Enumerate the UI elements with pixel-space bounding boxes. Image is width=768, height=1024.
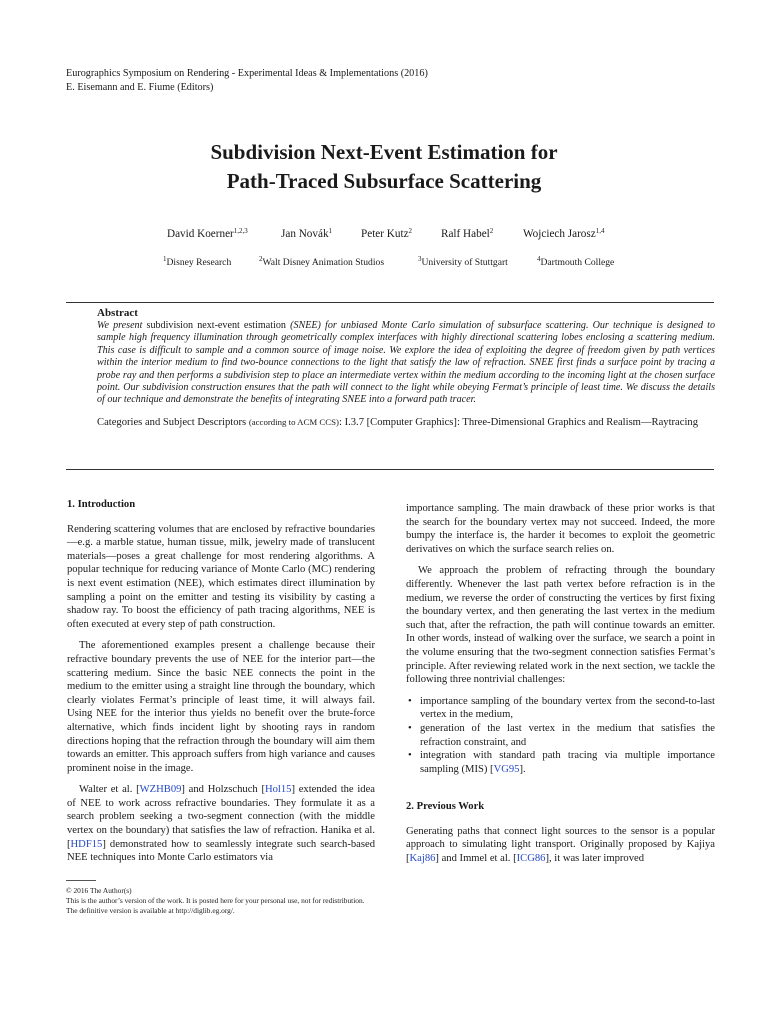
footnote bbox=[66, 886, 376, 916]
abstract-snee-term: subdivision next-event estimation bbox=[146, 320, 291, 331]
author-5 bbox=[523, 228, 604, 240]
affiliation-sup: 4 bbox=[537, 255, 541, 263]
author-sup: 1,2,3 bbox=[233, 227, 248, 235]
citation-link[interactable]: Kaj86 bbox=[409, 853, 436, 865]
left-column bbox=[67, 498, 375, 873]
title-line-2: Path-Traced Subsurface Scattering bbox=[226, 169, 542, 193]
text: Walter et al. [ bbox=[79, 784, 140, 796]
abstract bbox=[97, 307, 715, 429]
author-sup: 1,4 bbox=[595, 227, 605, 235]
abstract-heading: Abstract bbox=[97, 307, 138, 319]
categories-small: (according to ACM CCS) bbox=[248, 416, 339, 427]
affiliation-name: University of Stuttgart bbox=[421, 257, 508, 268]
author-2 bbox=[281, 228, 332, 240]
author-name: Peter Kutz bbox=[361, 228, 409, 240]
affiliation-sup: 1 bbox=[163, 255, 167, 263]
citation-link[interactable]: ICG86 bbox=[516, 853, 546, 865]
author-name: Wojciech Jarosz bbox=[523, 228, 596, 240]
citation-link[interactable]: VG95 bbox=[493, 763, 520, 775]
abstract-lead: We present bbox=[97, 320, 147, 331]
venue-header bbox=[66, 67, 428, 95]
author-4 bbox=[441, 228, 493, 240]
venue-line-2: E. Eisemann and E. Fiume (Editors) bbox=[66, 82, 214, 93]
author-sup: 1 bbox=[328, 227, 333, 235]
abstract-bottom-rule bbox=[66, 469, 714, 470]
text: ] extended the idea of NEE to work across refractive boundaries. They formulate it as a search problem seeking a two-segment connection (with the middle vertex on the boundary) that satisfies the law of refraction. Hanika et al. [ bbox=[67, 784, 376, 850]
affiliation-sup: 3 bbox=[418, 255, 422, 263]
affiliation-4 bbox=[537, 257, 614, 268]
intro-paragraph-2: The aforementioned examples present a challenge because their refractive boundary prevents the use of NEE for the interior part—the scattering medium. Since the basic NEE connects the point in the medium to the emitter using a straight line through the boundary, which clearly violates Fermat’s principle of least time, it will always fail. Using NEE for the interior thus yields no benefit over the brute-force alternative, which finds incident light by shooting rays in random directions hoping that the refraction through the boundary will aim them towards an emitter. This approach suffers from high variance and causes prominent noise in the image. bbox=[67, 640, 375, 774]
footnote-rule bbox=[66, 880, 96, 881]
list-item: • generation of the last vertex in the medium that satisfies the refraction constraint, and bbox=[406, 722, 715, 749]
categories-label: Categories and Subject Descriptors bbox=[97, 416, 249, 428]
text: ]. bbox=[519, 763, 526, 775]
citation-link[interactable]: WZHB09 bbox=[139, 784, 182, 796]
author-sup: 2 bbox=[489, 227, 494, 235]
author-1 bbox=[167, 228, 248, 240]
intro-paragraph-5: We approach the problem of refracting through the boundary differently. Whenever the last path vertex before refraction is in the medium, we reverse the order of constructing the vertices by first fixing the boundary vertex, and then generating the last vertex in the medium such that, after the refraction, the path will continue towards an emitter. In other words, instead of walking over the surface, we search a point in the volume ensuring that the two-segment connection satisfies Fermat’s principle. After reviewing related work in the next section, we tackle the following three nontrivial challenges: bbox=[406, 565, 715, 686]
intro-paragraph-4: importance sampling. The main drawback of these prior works is that the search for the boundary vertex may not succeed. Indeed, the more bumpy the interface is, the harder it becomes to exploit the geometric derivatives on which the surface search relies on. bbox=[406, 503, 715, 555]
intro-paragraph-1: Rendering scattering volumes that are enclosed by refractive boundaries—e.g. a marble statue, human tissue, milk, jewelry made of translucent materials—poses a great challenge for most rendering algorithms. A popular technique for reducing variance of Monte Carlo (MC) rendering is next event estimation (NEE), which estimates direct illumination by sampling a point on the emitter and testing its visibility by casting a shadow ray. To boost the efficiency of path tracing algorithms, NEE is often executed at every step of path construction. bbox=[67, 523, 375, 630]
affiliation-name: Disney Research bbox=[166, 257, 232, 268]
author-sup: 2 bbox=[408, 227, 413, 235]
author-name: David Koerner bbox=[167, 228, 234, 240]
abstract-top-rule bbox=[66, 302, 714, 303]
text: ] and Immel et al. [ bbox=[435, 853, 517, 865]
categories-text: : I.3.7 [Computer Graphics]: Three-Dimensional Graphics and Realism—Raytracing bbox=[338, 416, 698, 428]
challenge-list bbox=[406, 695, 715, 777]
affiliation-1 bbox=[163, 257, 231, 268]
categories bbox=[97, 416, 715, 430]
list-item: • importance sampling of the boundary vertex from the second-to-last vertex in the medium, bbox=[406, 695, 715, 722]
author-3 bbox=[361, 228, 412, 240]
author-name: Jan Novák bbox=[281, 228, 329, 240]
previous-paragraph-1 bbox=[406, 825, 715, 866]
text: integration with standard path tracing via multiple importance sampling (MIS) [ bbox=[420, 750, 715, 775]
title-line-1: Subdivision Next-Event Estimation for bbox=[210, 140, 558, 164]
text: ] and Holzschuch [ bbox=[181, 784, 265, 796]
affiliation-2 bbox=[259, 257, 384, 268]
abstract-text: (SNEE) for unbiased Monte Carlo simulation of subsurface scattering. Our technique is designed to sample high frequency illumination through geometrically complex interfaces with highly directional scattering lobes enclosing a scattering medium. This case is difficult to sample and a common source of image noise. We explore the idea of exploiting the degree of freedom given by path vertices within the interior medium to find two-bounce connections to the light that satisfy the law of refraction. SNEE first finds a surface point by tracing a probe ray and then performs a subdivision step to place an intermediate vertex within the medium according to the incoming light at the chosen surface point. Our subdivision construction ensures that the path will connect to the light while obeying Fermat’s principle of least time. We discuss the details of our technique and demonstrate the benefits of integrating SNEE into a forward path tracer. bbox=[97, 320, 715, 406]
citation-link[interactable]: Hol15 bbox=[264, 784, 292, 796]
intro-paragraph-3 bbox=[67, 783, 375, 865]
paper-title bbox=[0, 138, 768, 196]
text: Generating paths that connect light sources to the sensor is a popular approach to simulating light transport. Originally proposed by Kajiya [ bbox=[406, 825, 715, 865]
section-heading-introduction: 1. Introduction bbox=[67, 499, 136, 510]
citation-link[interactable]: HDF15 bbox=[70, 838, 103, 850]
affiliation-name: Walt Disney Animation Studios bbox=[262, 257, 385, 268]
venue-line-1: Eurographics Symposium on Rendering - Experimental Ideas & Implementations (2016) bbox=[66, 68, 428, 79]
affiliation-3 bbox=[418, 257, 508, 268]
author-list bbox=[0, 228, 768, 248]
affiliation-list bbox=[0, 257, 768, 273]
text: ] demonstrated how to seamlessly integrate such search-based NEE techniques into Monte Carlo estimators via bbox=[67, 838, 375, 864]
author-name: Ralf Habel bbox=[441, 228, 490, 240]
abstract-body bbox=[97, 320, 715, 407]
list-item bbox=[406, 749, 715, 776]
right-column bbox=[406, 502, 715, 874]
footnote-text: This is the author’s version of the work. It is posted here for your personal use, not for redistribution. The definitive version is available at http://diglib.eg.org/. bbox=[66, 896, 365, 915]
text: ], it was later improved bbox=[545, 853, 645, 865]
section-heading-previous-work: 2. Previous Work bbox=[406, 801, 485, 813]
affiliation-sup: 2 bbox=[259, 255, 263, 263]
affiliation-name: Dartmouth College bbox=[540, 257, 615, 268]
copyright-line: © 2016 The Author(s) bbox=[66, 886, 132, 895]
